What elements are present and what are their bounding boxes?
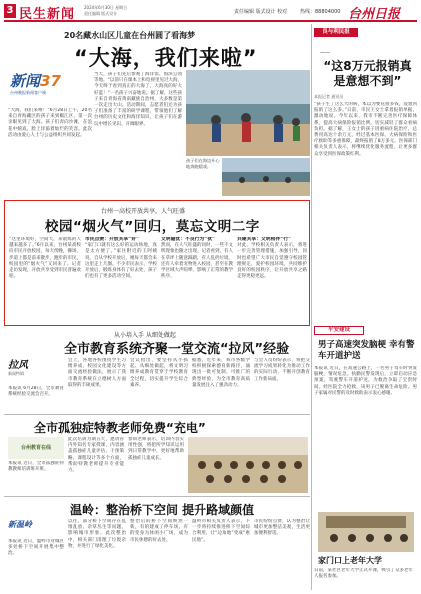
new-wenling-logo-text: 新温岭 bbox=[8, 520, 32, 529]
stroke-headline[interactable]: 男子高速突发脑梗 幸有警车开道护送 bbox=[318, 340, 415, 361]
column-divider bbox=[311, 24, 312, 590]
section-number: 3 bbox=[4, 4, 16, 18]
feature-col2-text: “家门口就有这么好的运动场地，真是太方便了。”家住附近的王阿姨说，自从学校开放后，她每天都会来这里走上几圈。不少市民表示，学校开放后，锻炼身体有了好去处，孩子们也有了更多活动空间。 bbox=[85, 243, 157, 280]
reimbursement-headline[interactable]: “这8万元报销真是意想不到” bbox=[323, 59, 412, 88]
masthead-phone: 热线：88804000 bbox=[300, 9, 341, 15]
wenling-col4: 温岭市相关负责人表示，下一步将持续推进桥下空间综合利用，让“边角地”变成“惠民地”。 bbox=[192, 519, 250, 543]
wenling-col5: 市民纷纷点赞，认为整治让城市更加整洁美观，生活更加便利舒适。 bbox=[254, 519, 310, 537]
education-kicker: 从小培入手 从细处做起 bbox=[114, 332, 176, 339]
news37-logo bbox=[10, 70, 84, 104]
education-col2: 会上，各地各校围绕学生习惯养成、校园文化建设等方面交流经验做法，展示了我市教育系统在立德树人方面取得的丰硕成果。 bbox=[68, 358, 126, 388]
top-story[interactable] bbox=[4, 24, 310, 198]
elderly-university-headline[interactable]: 家门口上老年大学 bbox=[318, 556, 382, 565]
reimbursement-byline: 本报记者 通讯员 bbox=[314, 94, 344, 99]
wenling-col2: 以往，部分桥下空间存在乱堆乱放、杂草丛生等问题，影响城市形象。此次整治中，相关部门清理了垃圾杂物，并进行了绿化美化。 bbox=[68, 519, 126, 549]
lafeng-logo bbox=[8, 356, 64, 386]
feature-kicker: 台州一高校开放共享，人气旺盛 bbox=[101, 208, 186, 215]
masthead-info bbox=[84, 5, 127, 17]
right-column-tag: 良与利民报 bbox=[314, 28, 358, 37]
training-photo-illustration bbox=[188, 437, 308, 493]
stroke-body: 本报讯 近日，在高速公路上，一名男子驾车时突发脑梗，情况危急。执勤民警发现后，立即启动应急预案，驾驶警车开道护送，为救治争取了宝贵时间。经医院全力抢救，该男子已脱离生命危险。男子家属对民警的及时救助表示衷心感谢。 bbox=[314, 366, 417, 396]
feature-subhead3: 共建共享：文明相伴“行” bbox=[237, 237, 292, 242]
education-col3: 会议指出，要坚持从小抓起、从细处做起，将文明习惯养成教育贯穿于学校教育全过程，切实提升学生综合素养。 bbox=[130, 358, 188, 388]
logo-number: 37 bbox=[40, 72, 61, 90]
beach-photo2-illustration bbox=[222, 158, 310, 196]
education-col5: 与会人员纷纷表示，将把交流学习成果转化为推动工作的实际行动，不断开创教育工作新局面。 bbox=[254, 358, 310, 382]
elderly-photo-illustration bbox=[318, 512, 414, 552]
top-story-headline[interactable]: “大海，我们来啦” bbox=[74, 46, 258, 70]
new-wenling-logo bbox=[8, 519, 64, 537]
education-story[interactable] bbox=[4, 330, 310, 412]
autism-col3: 参训老师表示，培训内容实用性强，将把所学知识运用到日常教学中，更好地帮助孤独症儿童成长。 bbox=[128, 437, 184, 461]
feature-col3 bbox=[161, 237, 233, 323]
autism-col1: 本报讯 近日，全市孤独症特教教师培训班开班。 bbox=[8, 461, 64, 473]
right-column-kicker: —— bbox=[320, 50, 330, 56]
wenling-col3: 整治后的桥下空间焕然一新，有的建成了停车场，有的变身为休闲小广场，成为市民休憩的好去处。 bbox=[130, 519, 188, 543]
education-online-logo bbox=[8, 437, 64, 459]
feature-headline[interactable]: 校园“烟火气”回归，莫忘文明二字 bbox=[45, 219, 260, 235]
logo-text: 新闻 bbox=[10, 72, 41, 90]
photo-caption: 孩子们在海边开心地奔跑嬉戏。 bbox=[186, 158, 220, 169]
logo-subtitle: 台州晚报新闻客户端 bbox=[10, 90, 46, 95]
wenling-story[interactable] bbox=[4, 496, 310, 590]
masthead bbox=[4, 2, 417, 22]
beach-photo-illustration bbox=[186, 70, 310, 156]
education-col4: 据悉，近年来，我市各级学校积极探索德育新路径，涌现出一批可复制、可推广的典型经验，为全市教育高质量发展注入了强劲动力。 bbox=[192, 358, 250, 388]
wenling-headline[interactable]: 温岭：整治桥下空间 提升路域颜值 bbox=[70, 503, 255, 517]
wenling-col1: 本报讯 近日，温岭市对城区多处桥下空间开展集中整治。 bbox=[8, 539, 64, 557]
autism-col2: 此次培训为期五天，邀请省内外知名专家授课，内容涵盖孤独症儿童评估、干预策略、课程设计等多个方面，帮助特教老师提升专业能力。 bbox=[68, 437, 124, 474]
reimbursement-body: “孩子生了这么大的病，本以为要花很多钱，没想到报销了这么多。”日前，市民王女士拿着报销单据，激动地说。今年以来，我市不断完善医疗保障体系，提高大病保险报销比例，切实减轻了群众看病负担。据了解，王女士的孩子因重病住院治疗，总费用高达十余万元，经过基本医保、大病保险和医疗救助等多重保障，最终报销了8万多元。医保部门相关负责人表示，将继续优化服务流程，让更多群众享受到医保政策红利。 bbox=[314, 102, 417, 157]
elderly-university-body: 日前，某社区老年大学正式开课，吸引了众多老年人报名参加。 bbox=[314, 568, 413, 580]
section-name: 民生新闻 bbox=[19, 7, 76, 22]
feature-col3-text: 然而，在人气旺盛的同时，一些不文明现象也随之出现。记者看到，有人在草坪上随意踩踏，有人乱扔垃圾，还有人牵着宠物进入校园，甚至在教学区域大声喧哗，影响了正常的教学秩序。 bbox=[161, 243, 233, 280]
lafeng-logo-sub: 新闻特辑 bbox=[8, 371, 24, 376]
feature-col2 bbox=[85, 237, 157, 323]
feature-subhead2: 文明隐忧：不良行为“扰” bbox=[161, 237, 216, 242]
masthead-info-line2: 责任编辑 版式设计 bbox=[84, 11, 118, 16]
elderly-university-photo bbox=[318, 512, 414, 552]
beach-photo-main bbox=[186, 70, 310, 156]
paper-name: 台州日报 bbox=[348, 7, 401, 22]
lafeng-logo-title: 拉风 bbox=[8, 360, 28, 371]
masthead-editors: 责任编辑 版式设计 校对 bbox=[234, 9, 288, 15]
top-story-kicker: 20名藏水山区儿童在台州圆了看海梦 bbox=[64, 31, 196, 40]
masthead-info-line1: 2024年6月30日 星期日 bbox=[84, 5, 128, 10]
autism-headline[interactable]: 全市孤独症特教老师免费“充电” bbox=[34, 421, 206, 435]
top-story-col2: 当天，孩子们先后参观了海洋馆、海滨公园等地。“以前只在课本上和电视里见过大海，今天终于看到真正的大海了，大海真的好大好蓝！”一名孩子兴奋地说。据了解，这些孩子来自青海省黄南藏族自治州，大多数是第一次走出大山。活动期间，志愿者们还为孩子们准备了丰富的研学课程，带领他们了解台州的历史文化和海洋知识，让孩子们在游玩中增长见识、开阔眼界。 bbox=[94, 72, 182, 127]
top-story-col1: “大海，我们来啦！”6月28日上午，20名来自青海藏区的孩子来到椒江区，第一次亲眼见到了大海。孩子们奔向沙滩，在浪花中嬉戏，脸上洋溢着灿烂的笑容。此次活动由爱心人士与公益组织共同发起。 bbox=[8, 108, 92, 138]
right-column bbox=[314, 24, 417, 590]
beach-photo-secondary bbox=[222, 158, 310, 196]
feature-col4 bbox=[237, 237, 307, 323]
education-online-logo-text: 台州教育在线 bbox=[20, 445, 51, 451]
feature-subhead1: 市民点赞：开放共享“好” bbox=[85, 237, 140, 242]
feature-col4-text: 对此，学校相关负责人表示，将进一步完善管理措施，加强引导，同时也希望广大市民自觉遵守校园管理规定，爱护校园环境，共同维护良好的校园秩序，让开放共享之路走得更稳更远。 bbox=[237, 243, 307, 280]
education-headline[interactable]: 全市教育系统齐聚一堂交流“拉风”经验 bbox=[64, 342, 290, 357]
feature-col1: “这里环境好，空间大，来锻炼的人越来越多了。”6月以来，台州某高校向市民开放校园，每天傍晚，操场、步道上都是前来散步、跑步的市民，校园里的“烟火气”又回来了。记者走访发现，开放共享受到市民普遍欢迎。 bbox=[9, 237, 81, 280]
safety-tag: 平安建设 bbox=[314, 326, 364, 335]
feature-story[interactable] bbox=[4, 200, 310, 326]
training-photo bbox=[188, 437, 308, 493]
autism-story[interactable] bbox=[4, 414, 310, 494]
education-col1: 本报讯 6月28日，全市教育系统经验交流会召开。 bbox=[8, 386, 64, 398]
